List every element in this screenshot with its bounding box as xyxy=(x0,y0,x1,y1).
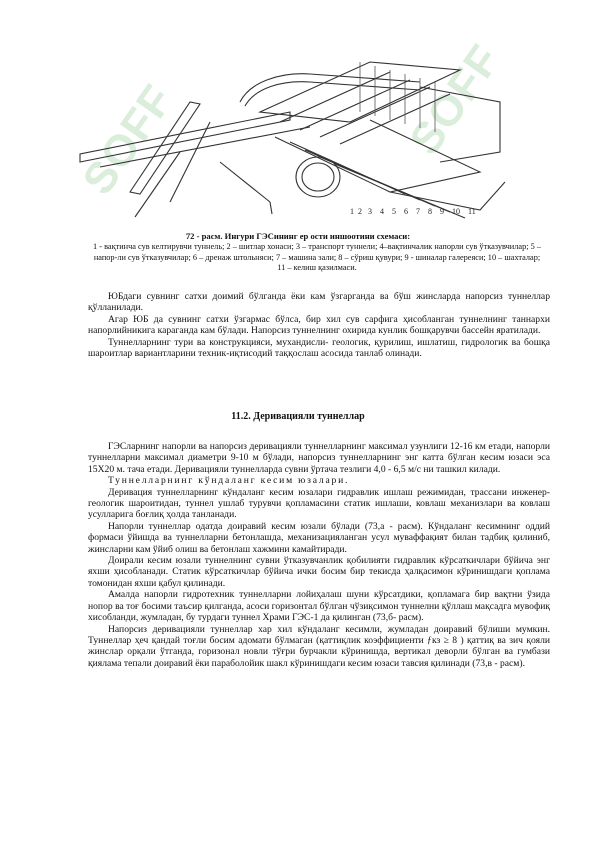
watermark-right: SOFF xyxy=(400,35,511,164)
section-heading: 11.2. Деривацияли туннеллар xyxy=(231,411,365,422)
paragraph: Туннелларнинг тури ва конструкцияси, мухандисли- геологик, қурилиш, ишлатиш, гидрологик ва бошқа шароитлар вариантларини техник-иқтисодий таққослаш асосида танлаб олинади. xyxy=(88,336,550,360)
figure-label-8: 8 xyxy=(428,207,432,216)
figure-label-1: 1 xyxy=(350,207,354,216)
figure-caption-title: 72 - расм. Ингури ГЭСининг ер ости иншоотини схемаси: xyxy=(185,231,411,241)
figure-caption-body: 1 - вақтинча сув келтирувчи туннель; 2 – шитлар хонаси; 3 – транспорт туннели; 4–вақтинчалик напорли сув ўтказувчилар; 5 – напор-ли сув ўтказувчилар; 6 – дренаж штольняси; 7 – машина зали; 8 – сўриш қувури; 9 - шиналар галереяси; 10 – шахталар; 11 – келиш қазилмаси. xyxy=(93,242,541,272)
figure-label-5: 5 xyxy=(392,207,396,216)
paragraph: Доирали кесим юзали туннелнинг сувни ўтказувчанлик қобилияти гидравлик кўрсаткичлари бўйича энг яхши ҳисобланади. Статик кўрсаткичлар бўйича ички босим бир текисда ҳалқасимон кўринишдаги қоплама томонидан яхши қабул қилинади. xyxy=(88,555,550,589)
paragraph: ГЭСларнинг напорли ва напорсиз деривацияли туннелларнинг максимал узунлиги 12-16 км етади, напорли туннелларни максимал диаметри 9-10 м бўлади, напорсиз туннелларнинг энг катта бўлган кесим юзаси эса 15Х20 м. тача етади. Деривацияли туннелларда сувни ўртача тезлиги 4,0 - 6,5 м/с ни ташкил килади. xyxy=(88,441,550,475)
subheading: Туннелларнинг кўндаланг кесим юзалари. xyxy=(108,475,350,487)
figure-label-11: 11 xyxy=(468,207,476,216)
figure-label-4: 4 xyxy=(380,207,384,216)
figure-label-9: 9 xyxy=(440,207,444,216)
watermark-left: SOFF xyxy=(73,75,184,204)
figure-label-7: 7 xyxy=(416,207,420,216)
paragraph: Амалда напорли гидротехник туннелларни лойиҳалаш шуни кўрсатдики, қопламага бир вақтни ўзида нопор ва тоғ босими таъсир қилганда, асоси горизонтал бўлган чўзиқсимон туннелни қўллаш мақсадга мувофиқ хисобланди, жумладан, бу турдаги туннел Храми ГЭС-1 да қилинган (73,б- расм). xyxy=(88,589,550,624)
paragraph: Агар ЮБ да сувнинг сатхи ўзгармас бўлса, бир хил сув сарфига ҳисобланган туннелнинг таннархи напорлийникига караганда кам бўлади. Напорсиз туннелнинг охирида кунлик бошқарувчи бассейн яратилади. xyxy=(88,313,550,337)
paragraph: Деривация туннелларнинг кўндаланг кесим юзалари гидравлик ишлаш режимидан, трассани инженер-геологик шароитидан, туннел ушлаб турувчи қопламасини статик ишлаши, ковлаш механизлари ва ковлаш усулларига боғлиқ ҳолда танланади. xyxy=(88,486,550,521)
paragraph: Напорсиз деривацияли туннеллар хар хил кўндаланг кесимли, жумладан доиравий бўлиши мумкин. Туннеллар ҳеч қандай тоғли босим адомати бўлмаган (қаттиқлик коэффициенти ƒкз ≥ 8 ) қаттиқ ва зич қояли жинслар орқали ўтганда, горизонал новли тўғри бурчакли кўринишда, вертикал деворли бўлган ва гумбази қиялама тепали доиравий ёки параболойик шакл кўринишдаги кесим юзаси тавсия қилинади (73,в - расм). xyxy=(88,623,550,669)
paragraph: ЮБдаги сувнинг сатхи доимий бўлганда ёки кам ўзгарганда ва бўш жинсларда напорсиз туннеллар қўлланилади. xyxy=(88,291,550,314)
section1-text xyxy=(88,291,550,359)
figure-label-6: 6 xyxy=(404,207,408,216)
figure-label-10: 10 xyxy=(452,207,460,216)
paragraph: Напорли туннеллар одатда доиравий кесим юзали бўлади (73,а - расм). Кўндаланг кесимнинг оддий формаси ўйишда ва туннелларни бетонлашда, механизацияланган усул муваффақият билан тадбиқ қилиниб, жинсларни кам ўйиб олиш ва бетонлаш хажмини камайтиради. xyxy=(88,520,550,555)
section2-text xyxy=(88,441,550,669)
underground-scheme-figure xyxy=(40,42,520,228)
figure-label-2: 2 xyxy=(358,207,362,216)
figure-label-3: 3 xyxy=(368,207,372,216)
